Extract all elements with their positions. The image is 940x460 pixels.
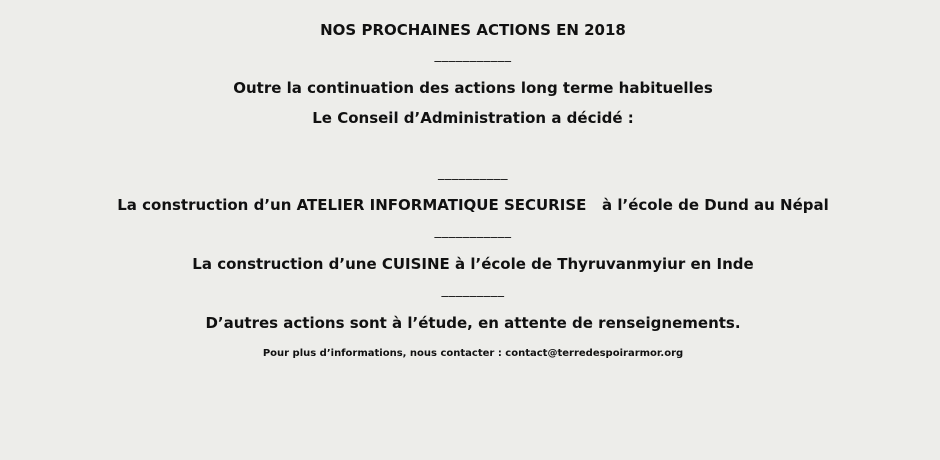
contact-line: Pour plus d’informations, nous contacter : contact@terredespoirarmor.org — [262, 348, 684, 359]
action-item-other: D’autres actions sont à l’étude, en attente de renseignements. — [205, 314, 741, 332]
decision-line: Le Conseil d’Administration a décidé : — [312, 109, 634, 127]
action-item-kitchen: La construction d’une CUISINE à l’école de Thyruvanmyiur en Inde — [192, 255, 754, 273]
separator: ___________ — [434, 224, 512, 239]
separator: _________ — [441, 283, 505, 298]
intro-line: Outre la continuation des actions long terme habituelles — [233, 79, 713, 97]
action-item-computer-lab: La construction d’un ATELIER INFORMATIQUE SECURISE à l’école de Dund au Népal — [117, 196, 829, 214]
page-title: NOS PROCHAINES ACTIONS EN 2018 — [320, 21, 626, 39]
separator: __________ — [438, 166, 508, 181]
separator: ___________ — [434, 48, 512, 63]
